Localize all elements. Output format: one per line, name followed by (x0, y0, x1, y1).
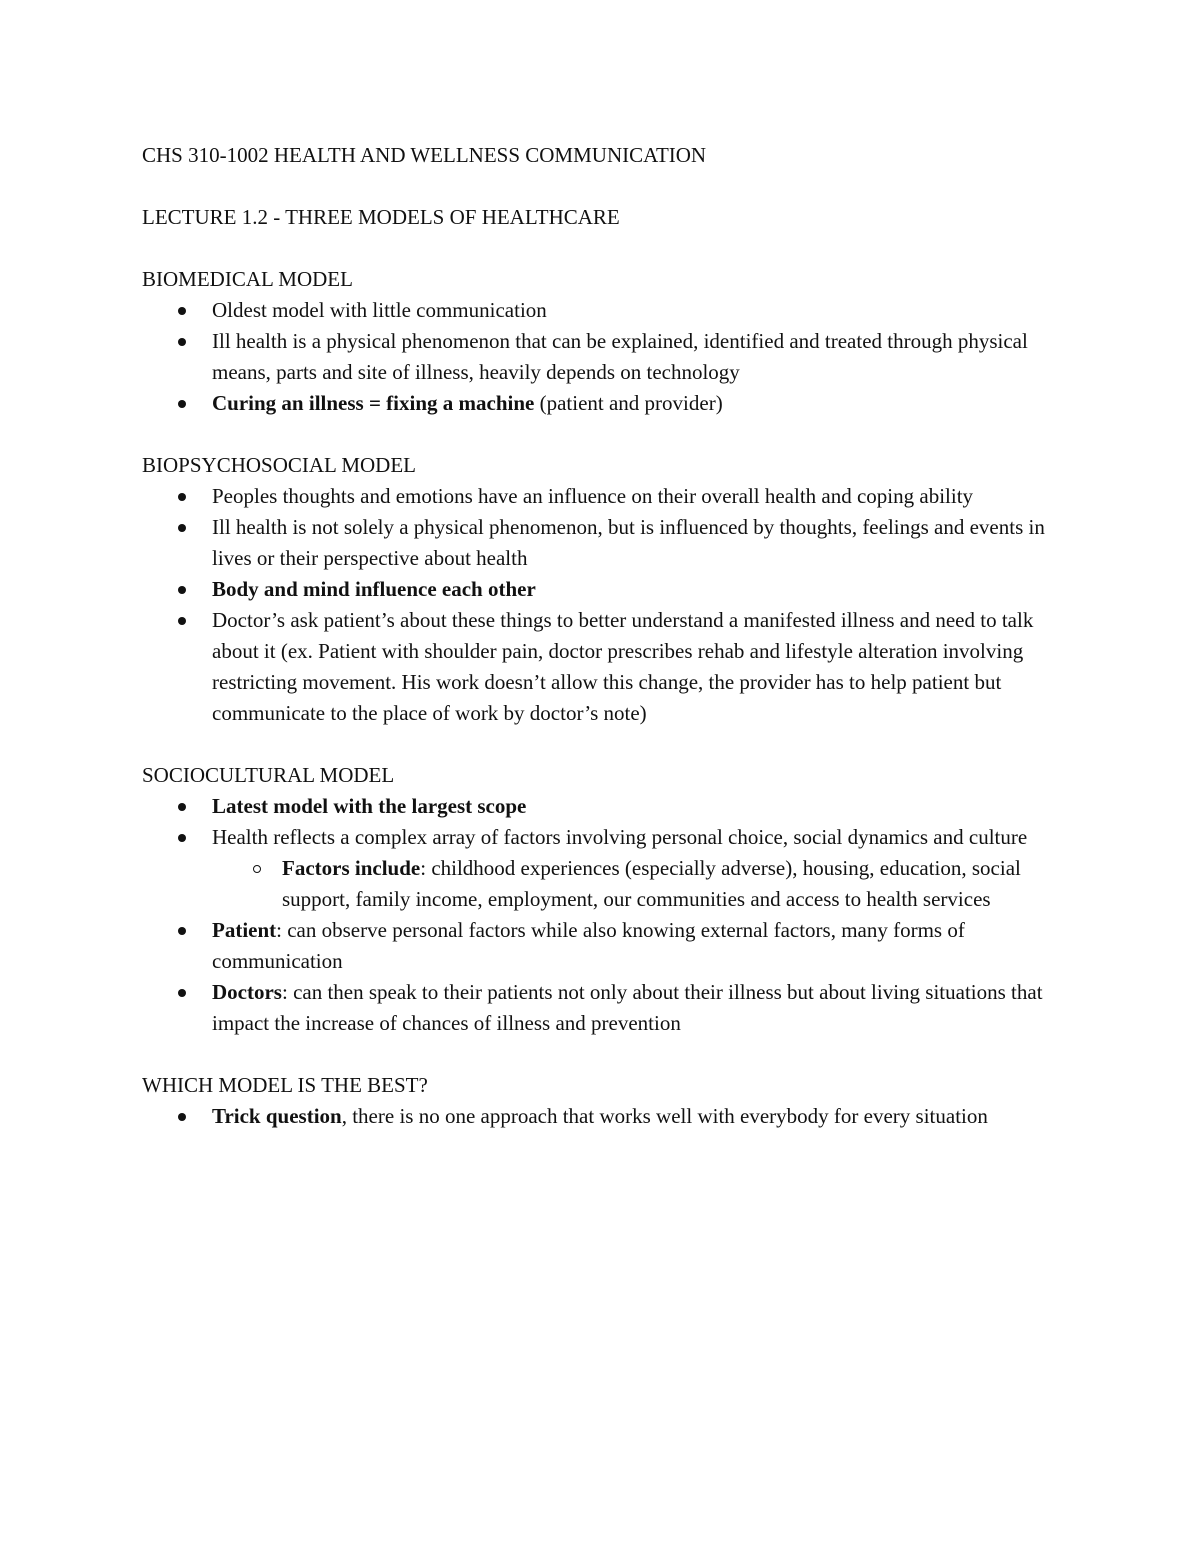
spacer (142, 171, 1072, 202)
list-item (142, 915, 1072, 977)
section-heading-best-model: WHICH MODEL IS THE BEST? (142, 1073, 428, 1097)
list-item (142, 1101, 1072, 1132)
biopsychosocial-list (142, 481, 1072, 729)
spacer (142, 729, 1072, 760)
list-item (142, 791, 1072, 822)
list-item-text: Doctor’s ask patient’s about these things to better understand a manifested illness and need to talk about it (ex. Patient with shoulder pain, doctor prescribes rehab and lifestyle alteration involving restricting movement. His work doesn’t allow this change, the provider has to help patient but communicate to the place of work by doctor’s note) (212, 608, 1034, 725)
list-item-bold-text: Doctors (212, 980, 282, 1004)
section-heading-sociocultural: SOCIOCULTURAL MODEL (142, 763, 395, 787)
biomedical-list (142, 295, 1072, 419)
sub-list (142, 853, 1072, 915)
list-item (142, 574, 1072, 605)
list-item-text: (patient and provider) (534, 391, 723, 415)
list-item-text: , there is no one approach that works well with everybody for every situation (341, 1104, 988, 1128)
list-item (142, 326, 1072, 388)
bullet-icon (178, 307, 186, 315)
list-item-text: Health reflects a complex array of factors involving personal choice, social dynamics and culture (212, 825, 1028, 849)
list-item-bold-text: Patient (212, 918, 277, 942)
bullet-icon (178, 617, 186, 625)
bullet-icon (178, 400, 186, 408)
list-item (142, 295, 1072, 326)
best-model-list (142, 1101, 1072, 1132)
sub-item-bold-text: Factors include (282, 856, 421, 880)
sociocultural-list (142, 791, 1072, 1039)
bullet-icon (178, 803, 186, 811)
spacer (142, 1039, 1072, 1070)
list-item-bold-text: Latest model with the largest scope (212, 794, 527, 818)
list-item (142, 512, 1072, 574)
bullet-icon (178, 338, 186, 346)
section-heading-biopsychosocial: BIOPSYCHOSOCIAL MODEL (142, 453, 416, 477)
section-heading-biomedical: BIOMEDICAL MODEL (142, 267, 353, 291)
list-item (142, 481, 1072, 512)
list-item-text: Ill health is a physical phenomenon that can be explained, identified and treated through physical means, parts and site of illness, heavily depends on technology (212, 329, 1028, 384)
bullet-icon (178, 989, 186, 997)
list-item-text: Oldest model with little communication (212, 298, 547, 322)
spacer (142, 419, 1072, 450)
list-item-text: : can observe personal factors while also knowing external factors, many forms of communication (212, 918, 965, 973)
sub-list-item (142, 853, 1072, 915)
document-page (142, 140, 1072, 1132)
lecture-title: LECTURE 1.2 - THREE MODELS OF HEALTHCARE (142, 205, 620, 229)
course-title: CHS 310-1002 HEALTH AND WELLNESS COMMUNICATION (142, 143, 707, 167)
sub-item-text: : childhood experiences (especially adverse), housing, education, social support, family income, employment, our communities and access to health services (282, 856, 1021, 911)
list-item (142, 822, 1072, 915)
list-item-text: : can then speak to their patients not only about their illness but about living situations that impact the increase of chances of illness and prevention (212, 980, 1043, 1035)
spacer (142, 233, 1072, 264)
list-item-bold-text: Curing an illness = fixing a machine (212, 391, 535, 415)
list-item (142, 977, 1072, 1039)
bullet-icon (178, 1113, 186, 1121)
list-item (142, 605, 1072, 729)
bullet-icon (178, 493, 186, 501)
list-item-text: Ill health is not solely a physical phenomenon, but is influenced by thoughts, feelings and events in lives or their perspective about health (212, 515, 1045, 570)
bullet-icon (178, 927, 186, 935)
bullet-icon (178, 586, 186, 594)
hollow-bullet-icon (253, 865, 261, 873)
list-item (142, 388, 1072, 419)
bullet-icon (178, 524, 186, 532)
list-item-bold-text: Trick question (212, 1104, 342, 1128)
list-item-bold-text: Body and mind influence each other (212, 577, 536, 601)
bullet-icon (178, 834, 186, 842)
list-item-text: Peoples thoughts and emotions have an influence on their overall health and coping ability (212, 484, 974, 508)
